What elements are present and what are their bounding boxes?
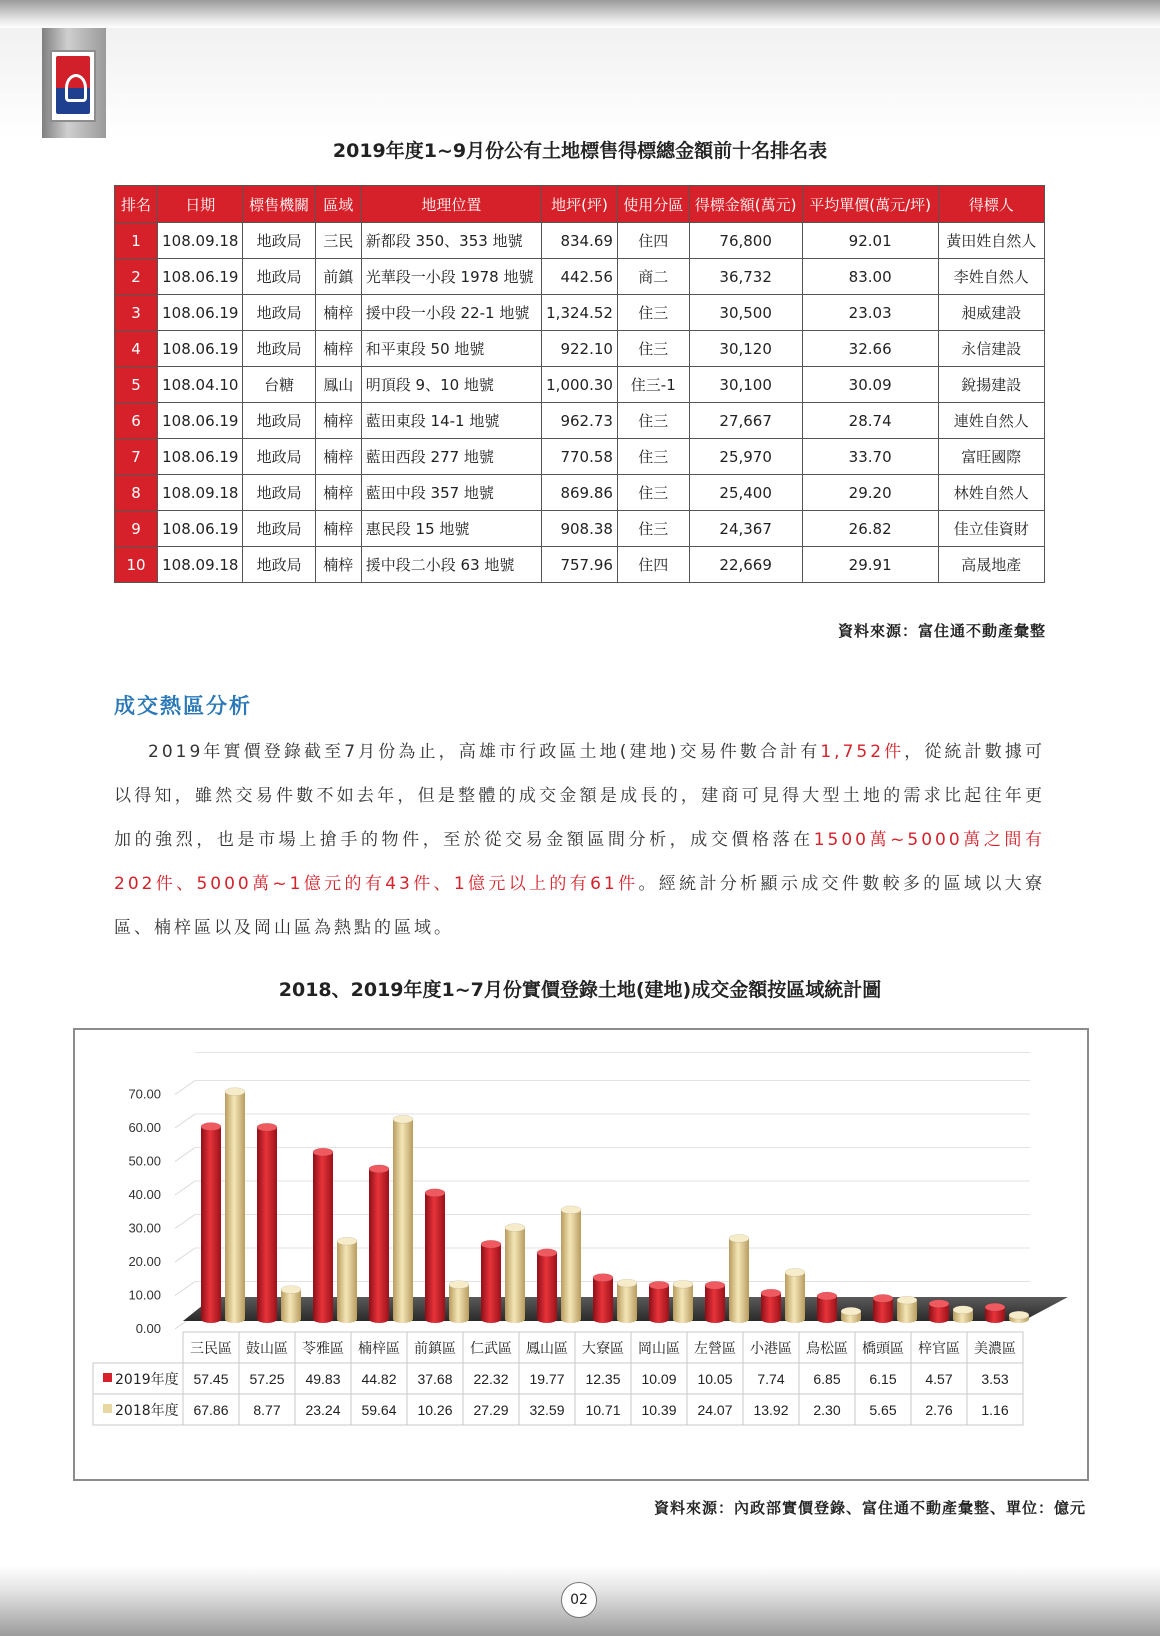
data-label: 32.59: [529, 1402, 565, 1418]
category-label: 梓官區: [918, 1341, 960, 1357]
bar-2019: [313, 1152, 333, 1319]
header-cell: 地坪(坪): [542, 186, 618, 223]
bar-2018-base: [617, 1315, 637, 1323]
table-cell: 鳳山: [315, 367, 361, 403]
chart-title: 2018、2019年度1~7月份實價登錄土地(建地)成交金額按區域統計圖: [278, 979, 882, 1001]
table-cell: 楠梓: [315, 295, 361, 331]
bar-2018: [617, 1283, 637, 1319]
data-label: 2.76: [925, 1402, 953, 1418]
data-label: 57.25: [249, 1371, 285, 1387]
table-cell: 962.73: [542, 403, 618, 439]
bar-2018: [449, 1285, 469, 1319]
table-cell: 30.09: [802, 367, 938, 403]
grid-line: [175, 1114, 195, 1128]
legend-label: 2018年度: [115, 1403, 179, 1419]
table-cell: 108.04.10: [158, 367, 243, 403]
category-label: 楠梓區: [358, 1341, 400, 1357]
bar-2019: [481, 1244, 501, 1319]
bar-2019-base: [593, 1315, 613, 1323]
table-cell: 834.69: [542, 223, 618, 259]
grid-line: [175, 1215, 195, 1229]
table-cell: 銳揚建設: [938, 367, 1044, 403]
bar-2018-cap: [617, 1279, 637, 1287]
rank-table: [114, 185, 1045, 583]
data-label: 10.39: [641, 1402, 677, 1418]
data-label: 10.71: [585, 1402, 621, 1418]
table-cell: 富旺國際: [938, 439, 1044, 475]
header-cell: 使用分區: [617, 186, 689, 223]
table-cell: 援中段一小段 22-1 地號: [361, 295, 541, 331]
bar-2019-base: [369, 1315, 389, 1323]
table-cell: 32.66: [802, 331, 938, 367]
table-cell: 楠梓: [315, 475, 361, 511]
table-cell: 台糖: [243, 367, 315, 403]
table-cell: 住四: [617, 547, 689, 583]
rank-table-header: [115, 186, 1045, 223]
bar-2019-cap: [257, 1123, 277, 1131]
para-highlight-1: 1,752件: [820, 742, 905, 762]
bar-2018-base: [953, 1315, 973, 1323]
para-highlight-2: 1500萬~5000萬之間有202件、5000萬~1億元的有43件、1億元以上的有61件: [114, 830, 1045, 894]
y-tick-label: 30.00: [128, 1220, 161, 1236]
table-cell: 36,732: [689, 259, 802, 295]
table-cell: 108.06.19: [158, 439, 243, 475]
bar-2019: [201, 1127, 221, 1319]
rank-cell: 2: [115, 259, 158, 295]
page-number: 02: [561, 1582, 597, 1618]
bar-2018-base: [785, 1315, 805, 1323]
table-cell: 住三-1: [617, 367, 689, 403]
bar-2019: [537, 1253, 557, 1319]
table-cell: 林姓自然人: [938, 475, 1044, 511]
table-cell: 楠梓: [315, 403, 361, 439]
category-label: 左營區: [694, 1341, 736, 1357]
table-cell: 光華段一小段 1978 地號: [361, 259, 541, 295]
data-label: 19.77: [529, 1371, 565, 1387]
table-cell: 25,970: [689, 439, 802, 475]
table-cell: 住三: [617, 331, 689, 367]
header-cell: 平均單價(萬元/坪): [802, 186, 938, 223]
bar-2018-base: [505, 1315, 525, 1323]
table-cell: 108.06.19: [158, 511, 243, 547]
table-cell: 25,400: [689, 475, 802, 511]
bar-2019-cap: [537, 1249, 557, 1257]
bar-2019-cap: [369, 1165, 389, 1173]
table-cell: 藍田中段 357 地號: [361, 475, 541, 511]
data-label: 10.05: [697, 1371, 733, 1387]
bar-2018-cap: [449, 1281, 469, 1289]
data-label: 3.53: [981, 1371, 1009, 1387]
legend-swatch: [103, 1404, 112, 1413]
table-cell: 前鎮: [315, 259, 361, 295]
data-label: 24.07: [697, 1402, 733, 1418]
table-cell: 92.01: [802, 223, 938, 259]
bar-2018-base: [561, 1315, 581, 1323]
bar-2018-cap: [337, 1237, 357, 1245]
bar-chart: [75, 1030, 1087, 1479]
table-cell: 地政局: [243, 223, 315, 259]
header-cell: 地理位置: [361, 186, 541, 223]
data-label: 4.57: [925, 1371, 953, 1387]
table-cell: 藍田西段 277 地號: [361, 439, 541, 475]
bar-2019-base: [761, 1315, 781, 1323]
grid-line: [175, 1282, 195, 1296]
bar-2019-base: [817, 1315, 837, 1323]
data-label: 10.26: [417, 1402, 453, 1418]
chart-frame: [73, 1028, 1089, 1481]
table-row: [115, 331, 1045, 367]
bar-2019: [705, 1285, 725, 1319]
table-cell: 27,667: [689, 403, 802, 439]
table-cell: 楠梓: [315, 511, 361, 547]
bar-2019-base: [705, 1315, 725, 1323]
bar-2019-cap: [761, 1289, 781, 1297]
table-row: [115, 259, 1045, 295]
table-cell: 22,669: [689, 547, 802, 583]
bar-2019-base: [425, 1315, 445, 1323]
bar-2018-base: [841, 1315, 861, 1323]
category-label: 岡山區: [638, 1341, 680, 1357]
bar-2018-cap: [225, 1088, 245, 1096]
table-cell: 地政局: [243, 475, 315, 511]
bar-2019-cap: [873, 1294, 893, 1302]
bar-2018-base: [225, 1315, 245, 1323]
rank-cell: 8: [115, 475, 158, 511]
table-cell: 地政局: [243, 259, 315, 295]
table-cell: 黃田姓自然人: [938, 223, 1044, 259]
bar-2018-cap: [505, 1224, 525, 1232]
table-cell: 永信建設: [938, 331, 1044, 367]
section-title: 成交熱區分析: [114, 694, 252, 718]
data-label: 10.09: [641, 1371, 677, 1387]
table-cell: 連姓自然人: [938, 403, 1044, 439]
table-cell: 108.06.19: [158, 403, 243, 439]
table-cell: 29.91: [802, 547, 938, 583]
table-cell: 33.70: [802, 439, 938, 475]
bar-2018-base: [449, 1315, 469, 1323]
data-label: 2.30: [813, 1402, 841, 1418]
bar-2018-base: [337, 1315, 357, 1323]
data-label: 8.77: [253, 1402, 281, 1418]
logo-emblem-icon: [56, 56, 90, 114]
table-cell: 商二: [617, 259, 689, 295]
table-cell: 惠民段 15 地號: [361, 511, 541, 547]
bar-2018: [785, 1272, 805, 1319]
table-cell: 藍田東段 14-1 地號: [361, 403, 541, 439]
table-cell: 30,100: [689, 367, 802, 403]
table-row: [115, 439, 1045, 475]
table-cell: 770.58: [542, 439, 618, 475]
bar-2019-cap: [649, 1281, 669, 1289]
category-label: 大寮區: [582, 1341, 624, 1357]
data-label: 22.32: [473, 1371, 509, 1387]
bar-2018-cap: [561, 1206, 581, 1214]
data-label: 7.74: [757, 1371, 785, 1387]
category-label: 仁武區: [470, 1341, 512, 1357]
bar-2018-cap: [729, 1234, 749, 1242]
grid-line: [175, 1081, 195, 1095]
table-cell: 108.06.19: [158, 331, 243, 367]
table-cell: 26.82: [802, 511, 938, 547]
table-cell: 908.38: [542, 511, 618, 547]
bar-2018: [673, 1284, 693, 1319]
data-label: 6.85: [813, 1371, 841, 1387]
table-cell: 住三: [617, 475, 689, 511]
table-cell: 108.09.18: [158, 223, 243, 259]
bar-2018: [505, 1228, 525, 1319]
table-cell: 楠梓: [315, 547, 361, 583]
header-cell: 排名: [115, 186, 158, 223]
bar-2018: [561, 1210, 581, 1319]
bar-2019: [593, 1278, 613, 1319]
table-cell: 地政局: [243, 547, 315, 583]
bar-2019-base: [985, 1315, 1005, 1323]
bar-2018-base: [673, 1315, 693, 1323]
category-label: 小港區: [750, 1341, 792, 1357]
table-cell: 76,800: [689, 223, 802, 259]
logo-frame: [50, 50, 96, 122]
table-cell: 地政局: [243, 511, 315, 547]
bar-2019-base: [481, 1315, 501, 1323]
bar-2019-base: [537, 1315, 557, 1323]
bar-2019: [425, 1193, 445, 1319]
data-label: 13.92: [753, 1402, 789, 1418]
bar-2018-base: [281, 1315, 301, 1323]
rank-cell: 3: [115, 295, 158, 331]
y-tick-label: 50.00: [128, 1153, 161, 1169]
bar-2018: [281, 1290, 301, 1319]
data-label: 44.82: [361, 1371, 397, 1387]
category-label: 橋頭區: [862, 1341, 904, 1357]
table-cell: 和平東段 50 地號: [361, 331, 541, 367]
data-label: 59.64: [361, 1402, 397, 1418]
para-text-3: 。經統計分析顯示成交件數較多的區域以大寮區、楠梓區以及岡山區為熱點的區域。: [114, 874, 1046, 938]
bar-2018: [729, 1238, 749, 1319]
category-label: 前鎮區: [414, 1341, 456, 1357]
top-header-band: [0, 0, 1160, 28]
bar-2019-cap: [313, 1148, 333, 1156]
table-cell: 明頂段 9、10 地號: [361, 367, 541, 403]
table-cell: 1,000.30: [542, 367, 618, 403]
table-cell: 楠梓: [315, 439, 361, 475]
header-cell: 日期: [158, 186, 243, 223]
chart-source: 資料來源：內政部實價登錄、富住通不動產彙整、單位：億元: [653, 1499, 1086, 1517]
bar-2019-cap: [593, 1274, 613, 1282]
para-text-1: 2019年實價登錄截至7月份為止，高雄市行政區土地(建地)交易件數合計有: [148, 742, 821, 762]
bar-2019-base: [313, 1315, 333, 1323]
category-label: 鳥松區: [806, 1341, 848, 1357]
data-label: 6.15: [869, 1371, 897, 1387]
table-cell: 757.96: [542, 547, 618, 583]
bar-2019-base: [929, 1315, 949, 1323]
grid-line: [175, 1248, 195, 1262]
table-cell: 地政局: [243, 331, 315, 367]
table-cell: 高晟地產: [938, 547, 1044, 583]
bar-2019: [649, 1285, 669, 1319]
bar-2019-cap: [985, 1303, 1005, 1311]
data-label: 27.29: [473, 1402, 509, 1418]
bar-2019-base: [257, 1315, 277, 1323]
header-fade: [0, 28, 1160, 138]
table-cell: 869.86: [542, 475, 618, 511]
para-text-2: ，從統計數據可以得知，雖然交易件數不如去年，但是整體的成交金額是成長的，建商可見得大型土地的需求比起往年更加的強烈，也是市場上搶手的物件，至於從交易金額區間分析，成交價格落在: [114, 742, 1046, 850]
bar-2019-cap: [817, 1292, 837, 1300]
header-cell: 得標人: [938, 186, 1044, 223]
grid-line: [175, 1181, 195, 1195]
table-row: [115, 475, 1045, 511]
bar-2018-cap: [841, 1307, 861, 1315]
data-label: 57.45: [193, 1371, 229, 1387]
rank-cell: 1: [115, 223, 158, 259]
logo: [42, 28, 106, 138]
table-cell: 新都段 350、353 地號: [361, 223, 541, 259]
table-cell: 住三: [617, 295, 689, 331]
bar-2018-cap: [953, 1306, 973, 1314]
bar-2018-cap: [785, 1268, 805, 1276]
table-row: [115, 367, 1045, 403]
bar-2018-cap: [897, 1296, 917, 1304]
bar-2019-cap: [425, 1189, 445, 1197]
bar-2019-cap: [705, 1281, 725, 1289]
bar-2018-cap: [673, 1280, 693, 1288]
data-label: 23.24: [305, 1402, 341, 1418]
table-cell: 住三: [617, 403, 689, 439]
bar-2018-base: [897, 1315, 917, 1323]
data-label: 12.35: [585, 1371, 621, 1387]
y-tick-label: 0.00: [135, 1321, 161, 1336]
analysis-paragraph: [114, 730, 1045, 950]
bar-2019-base: [201, 1315, 221, 1323]
data-label: 37.68: [417, 1371, 453, 1387]
data-label: 5.65: [869, 1402, 897, 1418]
data-label: 49.83: [305, 1371, 341, 1387]
table-cell: 楠梓: [315, 331, 361, 367]
table-cell: 住四: [617, 223, 689, 259]
rank-table-source: 資料來源：富住通不動產彙整: [837, 622, 1046, 640]
bar-2018-cap: [1009, 1311, 1029, 1319]
table-cell: 30,120: [689, 331, 802, 367]
table-cell: 83.00: [802, 259, 938, 295]
y-tick-label: 10.00: [128, 1287, 161, 1303]
bar-2018-base: [729, 1315, 749, 1323]
bar-2019-cap: [201, 1123, 221, 1131]
header-cell: 區域: [315, 186, 361, 223]
table-cell: 住三: [617, 511, 689, 547]
table-cell: 1,324.52: [542, 295, 618, 331]
rank-cell: 5: [115, 367, 158, 403]
table-cell: 108.09.18: [158, 475, 243, 511]
grid-line: [175, 1148, 195, 1162]
table-row: [115, 295, 1045, 331]
table-cell: 三民: [315, 223, 361, 259]
rank-table-title: 2019年度1~9月份公有土地標售得標總金額前十名排名表: [332, 140, 828, 162]
table-row: [115, 223, 1045, 259]
table-cell: 922.10: [542, 331, 618, 367]
header-cell: 得標金額(萬元): [689, 186, 802, 223]
header-cell: 標售機關: [243, 186, 315, 223]
table-cell: 108.06.19: [158, 259, 243, 295]
category-label: 美濃區: [974, 1341, 1016, 1357]
y-tick-label: 70.00: [128, 1086, 161, 1102]
table-row: [115, 403, 1045, 439]
table-cell: 442.56: [542, 259, 618, 295]
legend-swatch: [103, 1373, 112, 1382]
category-label: 苓雅區: [302, 1341, 344, 1357]
table-cell: 援中段二小段 63 地號: [361, 547, 541, 583]
bar-2018-base: [393, 1315, 413, 1323]
bar-2019: [257, 1127, 277, 1319]
table-cell: 地政局: [243, 403, 315, 439]
bar-2018: [393, 1119, 413, 1319]
rank-table-body: [115, 223, 1045, 583]
bar-2018: [337, 1241, 357, 1319]
table-cell: 地政局: [243, 295, 315, 331]
category-label: 三民區: [190, 1341, 232, 1357]
table-cell: 23.03: [802, 295, 938, 331]
table-row: [115, 511, 1045, 547]
table-cell: 地政局: [243, 439, 315, 475]
table-cell: 30,500: [689, 295, 802, 331]
bar-2018-cap: [281, 1286, 301, 1294]
logo-mark-icon: [65, 74, 87, 102]
data-label: 1.16: [981, 1402, 1009, 1418]
table-cell: 108.06.19: [158, 295, 243, 331]
category-label: 鳳山區: [526, 1341, 568, 1357]
rank-cell: 10: [115, 547, 158, 583]
bar-2018-cap: [393, 1115, 413, 1123]
bar-2018: [225, 1092, 245, 1319]
bar-2019-base: [873, 1315, 893, 1323]
bar-2019-cap: [481, 1240, 501, 1248]
y-tick-label: 60.00: [128, 1120, 161, 1135]
table-cell: 李姓自然人: [938, 259, 1044, 295]
table-cell: 住三: [617, 439, 689, 475]
y-tick-label: 40.00: [128, 1187, 161, 1202]
table-cell: 108.09.18: [158, 547, 243, 583]
table-row: [115, 547, 1045, 583]
table-cell: 昶威建設: [938, 295, 1044, 331]
y-tick-label: 20.00: [128, 1254, 161, 1269]
table-cell: 29.20: [802, 475, 938, 511]
bar-2019: [369, 1169, 389, 1319]
bar-2019-cap: [929, 1300, 949, 1308]
rank-cell: 4: [115, 331, 158, 367]
data-label: 67.86: [193, 1402, 229, 1418]
category-label: 鼓山區: [246, 1341, 288, 1357]
rank-cell: 6: [115, 403, 158, 439]
table-cell: 28.74: [802, 403, 938, 439]
table-cell: 佳立佳資財: [938, 511, 1044, 547]
bar-2019-base: [649, 1315, 669, 1323]
legend-label: 2019年度: [115, 1372, 179, 1388]
rank-cell: 7: [115, 439, 158, 475]
table-cell: 24,367: [689, 511, 802, 547]
rank-cell: 9: [115, 511, 158, 547]
